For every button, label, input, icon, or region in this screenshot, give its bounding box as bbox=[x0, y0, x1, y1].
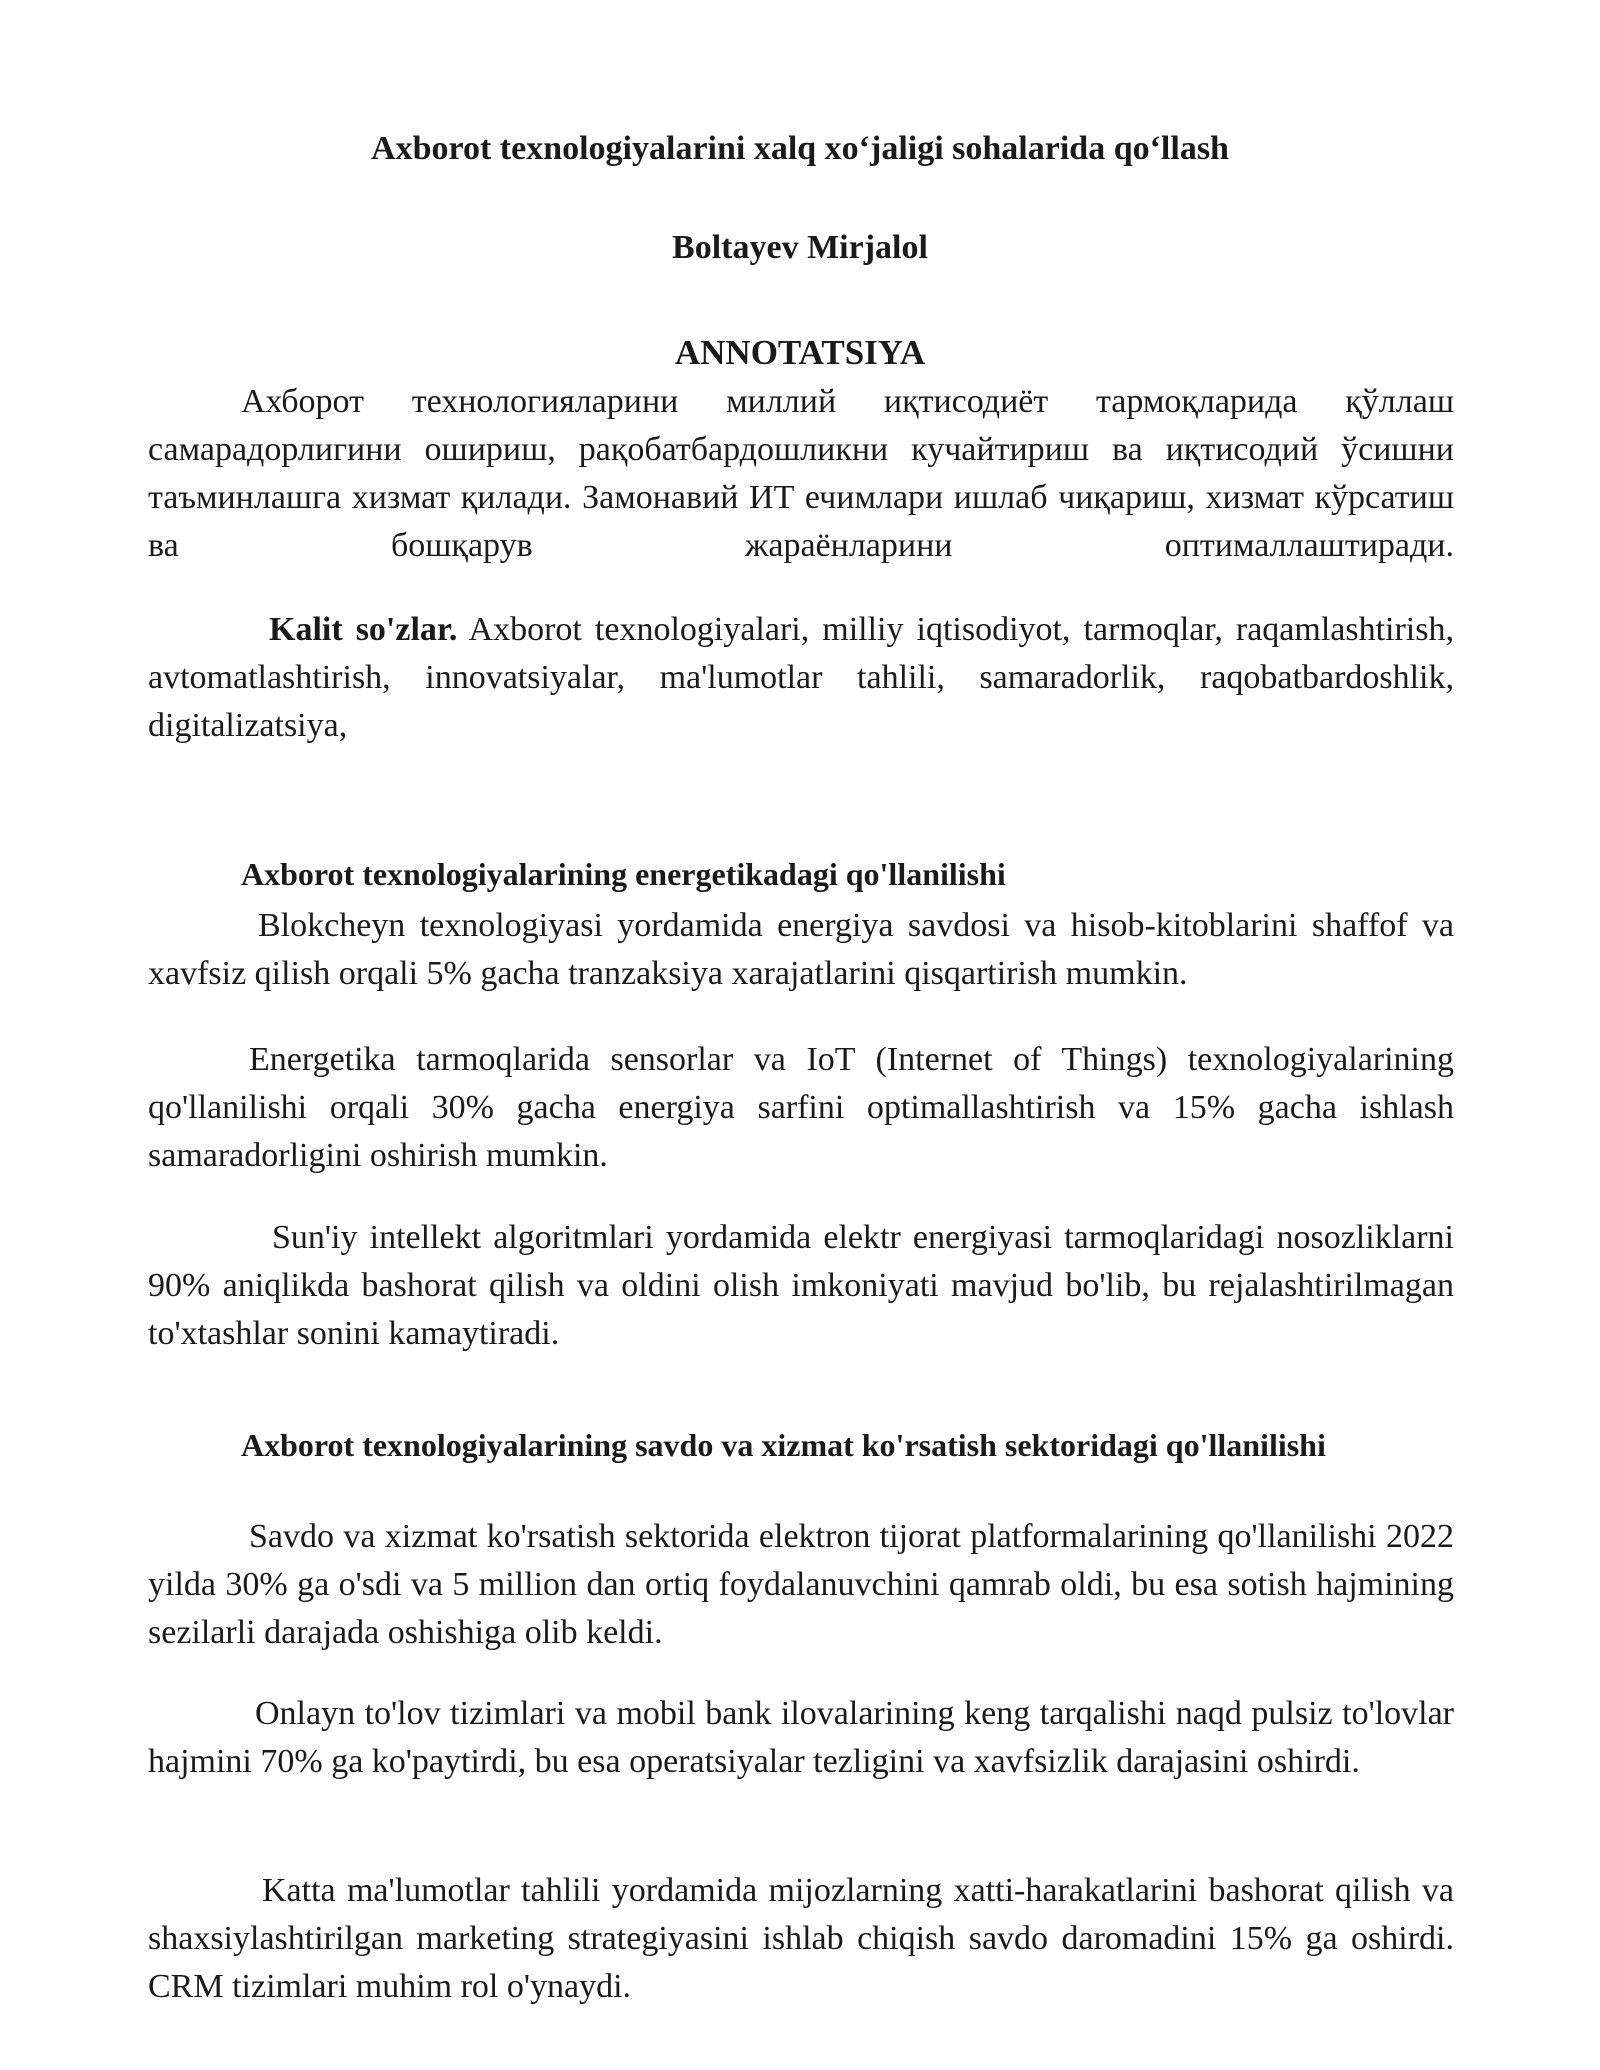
author-name: Boltayev Mirjalol bbox=[672, 229, 928, 266]
keywords-paragraph bbox=[148, 606, 1454, 750]
trade-paragraph-1: Savdo va xizmat ko'rsatish sektorida elektron tijorat platformalarining qo'llanilishi 2022 yilda 30% ga o'sdi va 5 million dan ortiq foydalanuvchini qamrab oldi, bu esa sotish hajmining sezilarli darajada oshishiga olib keldi. bbox=[148, 1518, 1454, 1651]
section-heading-trade: Axborot texnologiyalarining savdo va xizmat ko'rsatish sektoridagi qo'llanilishi bbox=[241, 1427, 1326, 1463]
energy-paragraph-3: Sun'iy intellekt algoritmlari yordamida elektr energiyasi tarmoqlaridagi nosozliklarni 90% aniqlikda bashorat qilish va oldini olish imkoniyati mavjud bo'lib, bu rejalashtirilmagan to'xtashlar sonini kamaytiradi. bbox=[148, 1219, 1454, 1352]
energy-paragraph-2: Energetika tarmoqlarida sensorlar va IoT (Internet of Things) texnologiyalarining qo'llanilishi orqali 30% gacha energiya sarfini optimallashtirish va 15% gacha ishlash samaradorligini oshirish mumkin. bbox=[148, 1041, 1454, 1174]
keywords-label: Kalit so'zlar. bbox=[269, 611, 458, 648]
energy-paragraph-1: Blokcheyn texnologiyasi yordamida energiya savdosi va hisob-kitoblarini shaffof va xavfsiz qilish orqali 5% gacha tranzaksiya xarajatlarini qisqartirish mumkin. bbox=[148, 907, 1454, 992]
document-title: Axborot texnologiyalarini xalq xo‘jaligi sohalarida qo‘llash bbox=[371, 130, 1229, 167]
annotation-heading: ANNOTATSIYA bbox=[674, 333, 926, 372]
trade-paragraph-2: Onlayn to'lov tizimlari va mobil bank ilovalarining keng tarqalishi naqd pulsiz to'lovlar hajmini 70% ga ko'paytirdi, bu esa operatsiyalar tezligini va xavfsizlik darajasini oshirdi. bbox=[148, 1695, 1454, 1780]
trade-paragraph-3: Katta ma'lumotlar tahlili yordamida mijozlarning xatti-harakatlarini bashorat qilish va shaxsiylashtirilgan marketing strategiyasini ishlab chiqish savdo daromadini 15% ga oshirdi. CRM tizimlari muhim rol o'ynaydi. bbox=[148, 1872, 1454, 2005]
keywords-text: Axborot texnologiyalari, milliy iqtisodiyot, tarmoqlar, raqamlashtirish, avtomatlashtirish, innovatsiyalar, ma'lumotlar tahlili, samaradorlik, raqobatbardoshlik, digitalizatsiya, bbox=[148, 611, 1454, 744]
section-heading-energy: Axborot texnologiyalarining energetikadagi qo'llanilishi bbox=[241, 856, 1006, 892]
annotation-paragraph: Ахборот технологияларини миллий иқтисодиёт тармоқларида қўллаш самарадорлигини ошириш, рақобатбардошликни кучайтириш ва иқтисодий ўсишни таъминлашга хизмат қилади. Замонавий ИТ ечимлари ишлаб чиқариш, хизмат кўрсатиш ва бошқарув жараёнларини оптималлаштиради. bbox=[148, 383, 1454, 564]
